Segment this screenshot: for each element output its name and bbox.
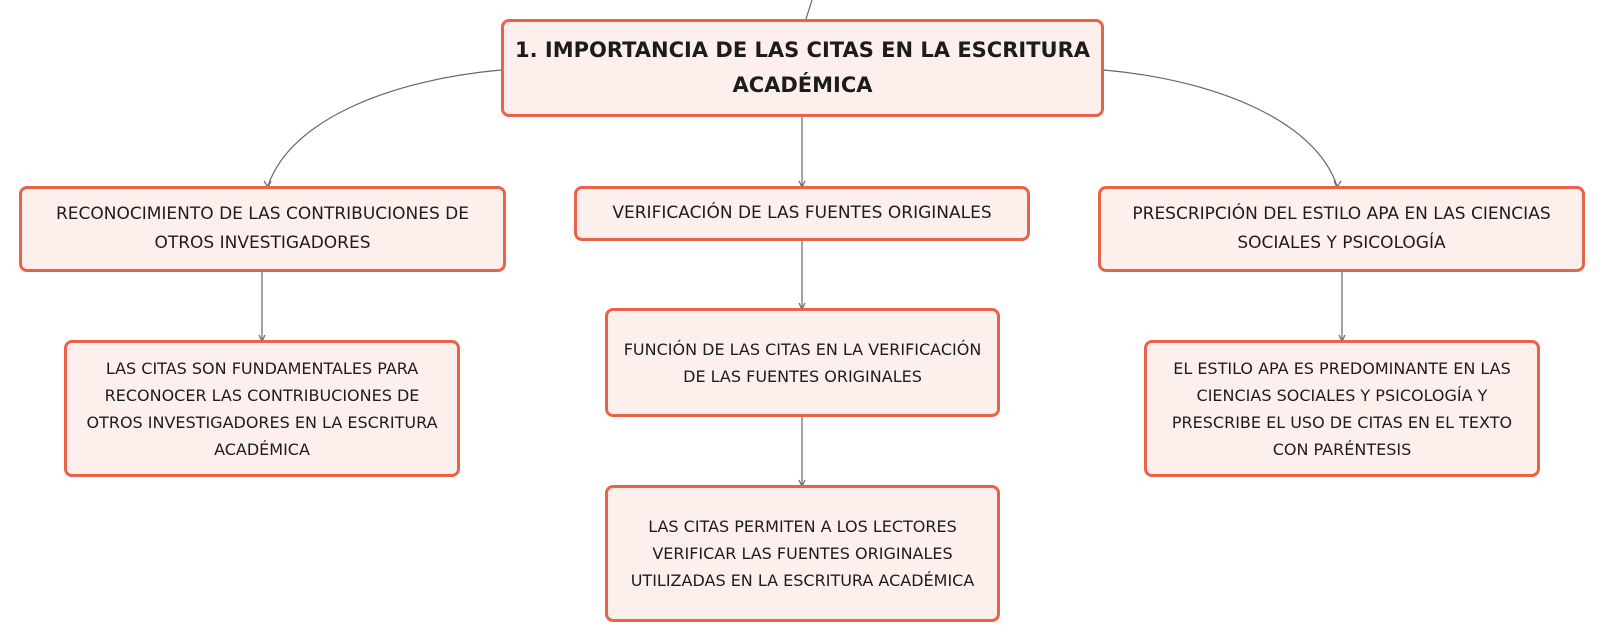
subtopic-label: LAS CITAS SON FUNDAMENTALES PARA RECONOCER LAS CONTRIBUCIONES DE OTROS INVESTIGADORES EN LA ESCRITURA ACADÉMICA bbox=[86, 358, 438, 459]
connector-root-to-left-branch bbox=[268, 70, 501, 186]
connector-parent-to-root bbox=[806, 0, 812, 19]
branch-label: RECONOCIMIENTO DE LAS CONTRIBUCIONES DE OTROS INVESTIGADORES bbox=[55, 204, 470, 253]
connector-root-to-right-branch bbox=[1104, 70, 1337, 186]
branch-node-verificacion[interactable] bbox=[574, 186, 1030, 241]
subtopic-node-lectores-verificar[interactable] bbox=[605, 485, 1000, 622]
branch-label: VERIFICACIÓN DE LAS FUENTES ORIGINALES bbox=[612, 203, 992, 223]
subtopic-label: EL ESTILO APA ES PREDOMINANTE EN LAS CIENCIAS SOCIALES Y PSICOLOGÍA Y PRESCRIBE EL USO DE CITAS EN EL TEXTO CON PARÉNTESIS bbox=[1171, 358, 1513, 459]
root-topic-node[interactable] bbox=[501, 19, 1104, 117]
subtopic-label: LAS CITAS PERMITEN A LOS LECTORES VERIFICAR LAS FUENTES ORIGINALES UTILIZADAS EN LA ESCRITURA ACADÉMICA bbox=[630, 517, 975, 590]
subtopic-label: FUNCIÓN DE LAS CITAS EN LA VERIFICACIÓN DE LAS FUENTES ORIGINALES bbox=[623, 339, 982, 386]
subtopic-node-funcion-verificacion[interactable] bbox=[605, 308, 1000, 417]
branch-node-prescripcion-apa[interactable] bbox=[1098, 186, 1585, 272]
branch-label: PRESCRIPCIÓN DEL ESTILO APA EN LAS CIENCIAS SOCIALES Y PSICOLOGÍA bbox=[1132, 204, 1551, 253]
subtopic-node-estilo-apa[interactable] bbox=[1144, 340, 1540, 477]
root-topic-label: 1. IMPORTANCIA DE LAS CITAS EN LA ESCRITURA ACADÉMICA bbox=[515, 38, 1090, 97]
branch-node-reconocimiento[interactable] bbox=[19, 186, 506, 272]
subtopic-node-reconocimiento[interactable] bbox=[64, 340, 460, 477]
